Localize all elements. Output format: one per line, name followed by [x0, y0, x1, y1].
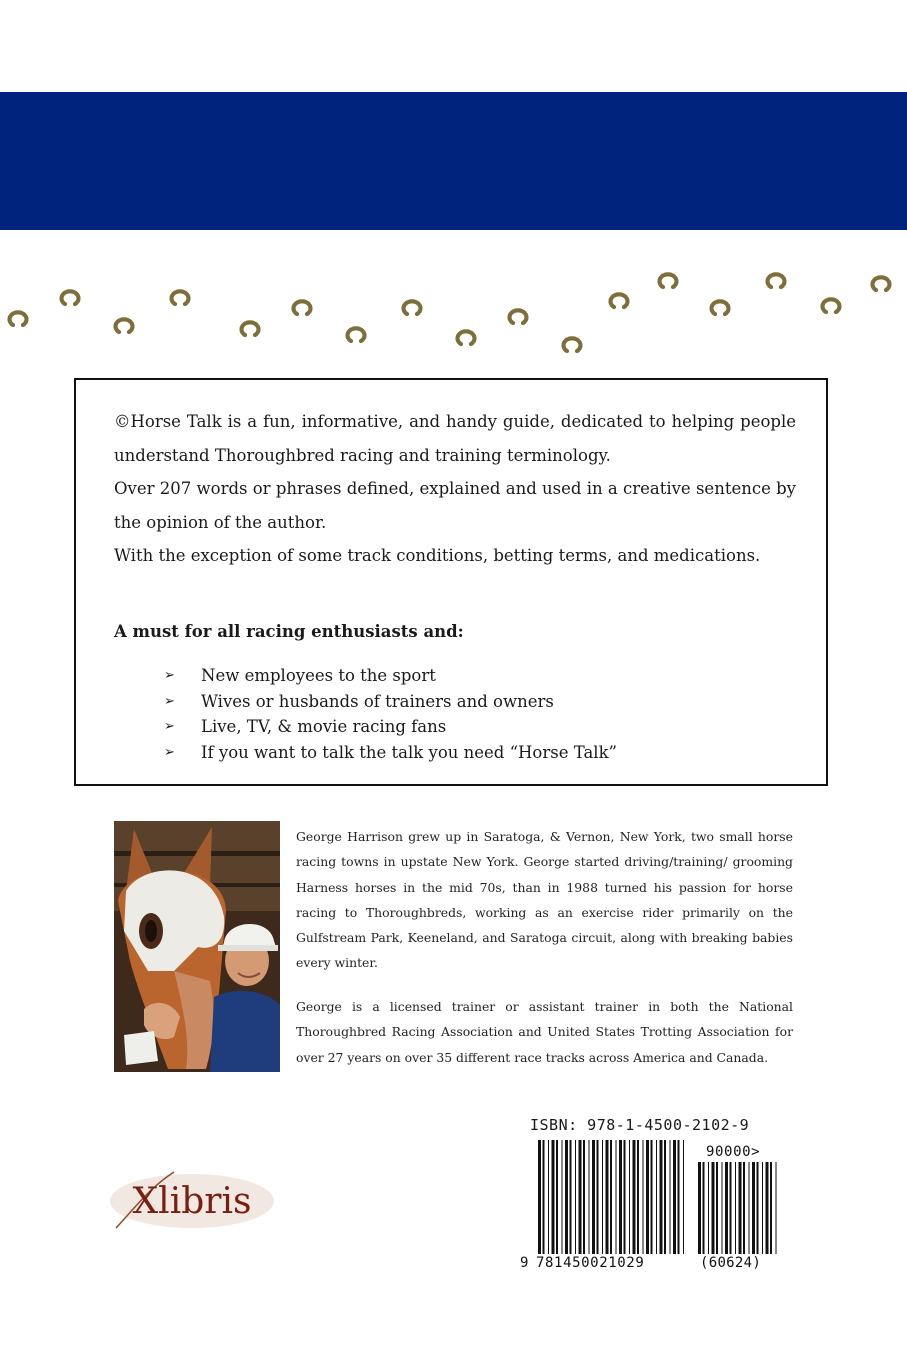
barcode-bar [730, 1162, 732, 1254]
list-item: ➢ Wives or husbands of trainers and owners [164, 689, 617, 715]
barcode-bar [722, 1162, 723, 1254]
barcode-bar [597, 1140, 599, 1254]
horseshoe-icon [172, 291, 189, 304]
barcode-bars [538, 1140, 684, 1254]
barcode-bar [619, 1140, 622, 1254]
barcode-bar [610, 1140, 612, 1254]
intro-text: Over 207 words or phrases defined, explained and used in a creative sentence by the opinion of the author. [114, 479, 796, 532]
isbn-label: ISBN: 978-1-4500-2102-9 [530, 1116, 750, 1134]
barcode-addon-bars [698, 1162, 777, 1254]
barcode-bar [678, 1140, 680, 1254]
arrowhead-icon: ➢ [164, 744, 175, 760]
horseshoe-icon [116, 319, 133, 332]
barcode-bar [637, 1140, 639, 1254]
barcode-bar [660, 1140, 663, 1254]
barcode-digits: 781450021029 [536, 1255, 645, 1271]
horseshoe-icon [10, 312, 27, 325]
barcode-bar [583, 1140, 585, 1254]
cover-color-band [0, 92, 907, 230]
barcode-bar [575, 1140, 576, 1254]
barcode-bar [703, 1162, 705, 1254]
barcode-bar [752, 1162, 755, 1254]
intro-text: With the exception of some track conditions, betting terms, and medications. [114, 546, 761, 565]
barcode-bar [624, 1140, 626, 1254]
barcode-bar [749, 1162, 750, 1254]
horseshoe-icon [348, 328, 365, 341]
arrowhead-icon: ➢ [164, 719, 175, 734]
publisher-name: Xlibris [132, 1181, 252, 1222]
barcode-lead-digit: 9 [520, 1255, 529, 1271]
barcode-bar [646, 1140, 649, 1254]
barcode-bar [766, 1162, 769, 1254]
barcode-bar [543, 1140, 545, 1254]
list-item: ➢ Live, TV, & movie racing fans [164, 714, 617, 740]
barcode-bar [664, 1140, 666, 1254]
barcode-bar [656, 1140, 657, 1254]
horseshoe-icon [404, 301, 421, 314]
list-item: ➢ New employees to the sport [164, 663, 617, 689]
author-photo [114, 821, 280, 1072]
barcode-bar [770, 1162, 772, 1254]
horseshoe-icon [510, 310, 527, 323]
barcode-bar [602, 1140, 603, 1254]
description-box [74, 378, 828, 786]
barcode-bar [643, 1140, 644, 1254]
barcode-bar [579, 1140, 582, 1254]
barcode-bar [629, 1140, 630, 1254]
barcode-bar [589, 1140, 590, 1254]
barcode-bar [548, 1140, 549, 1254]
horseshoe-trail [0, 258, 907, 368]
barcode-bar [616, 1140, 617, 1254]
barcode-bar [538, 1140, 541, 1254]
barcode-bar [570, 1140, 572, 1254]
barcode-bar [757, 1162, 759, 1254]
barcode-bar [633, 1140, 636, 1254]
author-bio: George is a licensed trainer or assistant trainer in both the National Thoroughbred Racing Association and United States Trotting Association for over 27 years on over 35 different race tracks across America and Canada. [296, 999, 793, 1065]
barcode-bar [716, 1162, 718, 1254]
barcode-bar [556, 1140, 558, 1254]
barcode-bar [712, 1162, 715, 1254]
barcode-addon-digits: 90000> [706, 1144, 761, 1160]
barcode-bar [606, 1140, 609, 1254]
horseshoe-icon [242, 322, 259, 335]
barcode-bar [735, 1162, 736, 1254]
barcode-bar [562, 1140, 563, 1254]
barcode-bar [592, 1140, 595, 1254]
author-bio: George Harrison grew up in Saratoga, & Vernon, New York, two small horse racing towns in upstate New York. George started driving/training/ grooming Harness horses in the mid 70s, than in 1988 turned his passion for horse racing to Thoroughbreds, working as an exercise rider primarily on the Gulfstream Park, Keeneland, and Saratoga circuit, along with breaking babies every winter. [296, 829, 793, 971]
horseshoe-icon [873, 277, 890, 290]
barcode-bar [683, 1140, 684, 1254]
horseshoe-icon [294, 301, 311, 314]
horseshoe-icon [712, 301, 729, 314]
barcode-code: (60624) [700, 1255, 762, 1271]
horseshoe-icon [660, 274, 677, 287]
barcode-bar [708, 1162, 709, 1254]
barcode-bar [739, 1162, 742, 1254]
barcode-bar [673, 1140, 676, 1254]
barcode [518, 1138, 788, 1272]
horseshoe-icon [611, 294, 628, 307]
list-item: ➢ If you want to talk the talk you need “Horse Talk” [164, 740, 617, 766]
barcode-bar [698, 1162, 701, 1254]
barcode-bar [552, 1140, 555, 1254]
horseshoe-icon [62, 291, 79, 304]
arrowhead-icon: ➢ [164, 693, 175, 709]
arrowhead-icon: ➢ [164, 668, 175, 683]
horseshoe-icon [823, 299, 840, 312]
barcode-bar [565, 1140, 568, 1254]
horseshoe-icon [564, 338, 581, 351]
barcode-bar [743, 1162, 745, 1254]
intro-text: ©Horse Talk is a fun, informative, and handy guide, dedicated to helping people understand Thoroughbred racing and training terminology. [114, 412, 796, 465]
barcode-bar [670, 1140, 671, 1254]
xlibris-logo [108, 1168, 276, 1230]
horseshoe-icon [458, 331, 475, 344]
horseshoe-icon [768, 274, 785, 287]
barcode-bar [725, 1162, 728, 1254]
audience-list [164, 663, 617, 765]
barcode-bar [651, 1140, 653, 1254]
barcode-bar [762, 1162, 763, 1254]
barcode-bar [776, 1162, 777, 1254]
audience-heading: A must for all racing enthusiasts and: [114, 622, 464, 641]
